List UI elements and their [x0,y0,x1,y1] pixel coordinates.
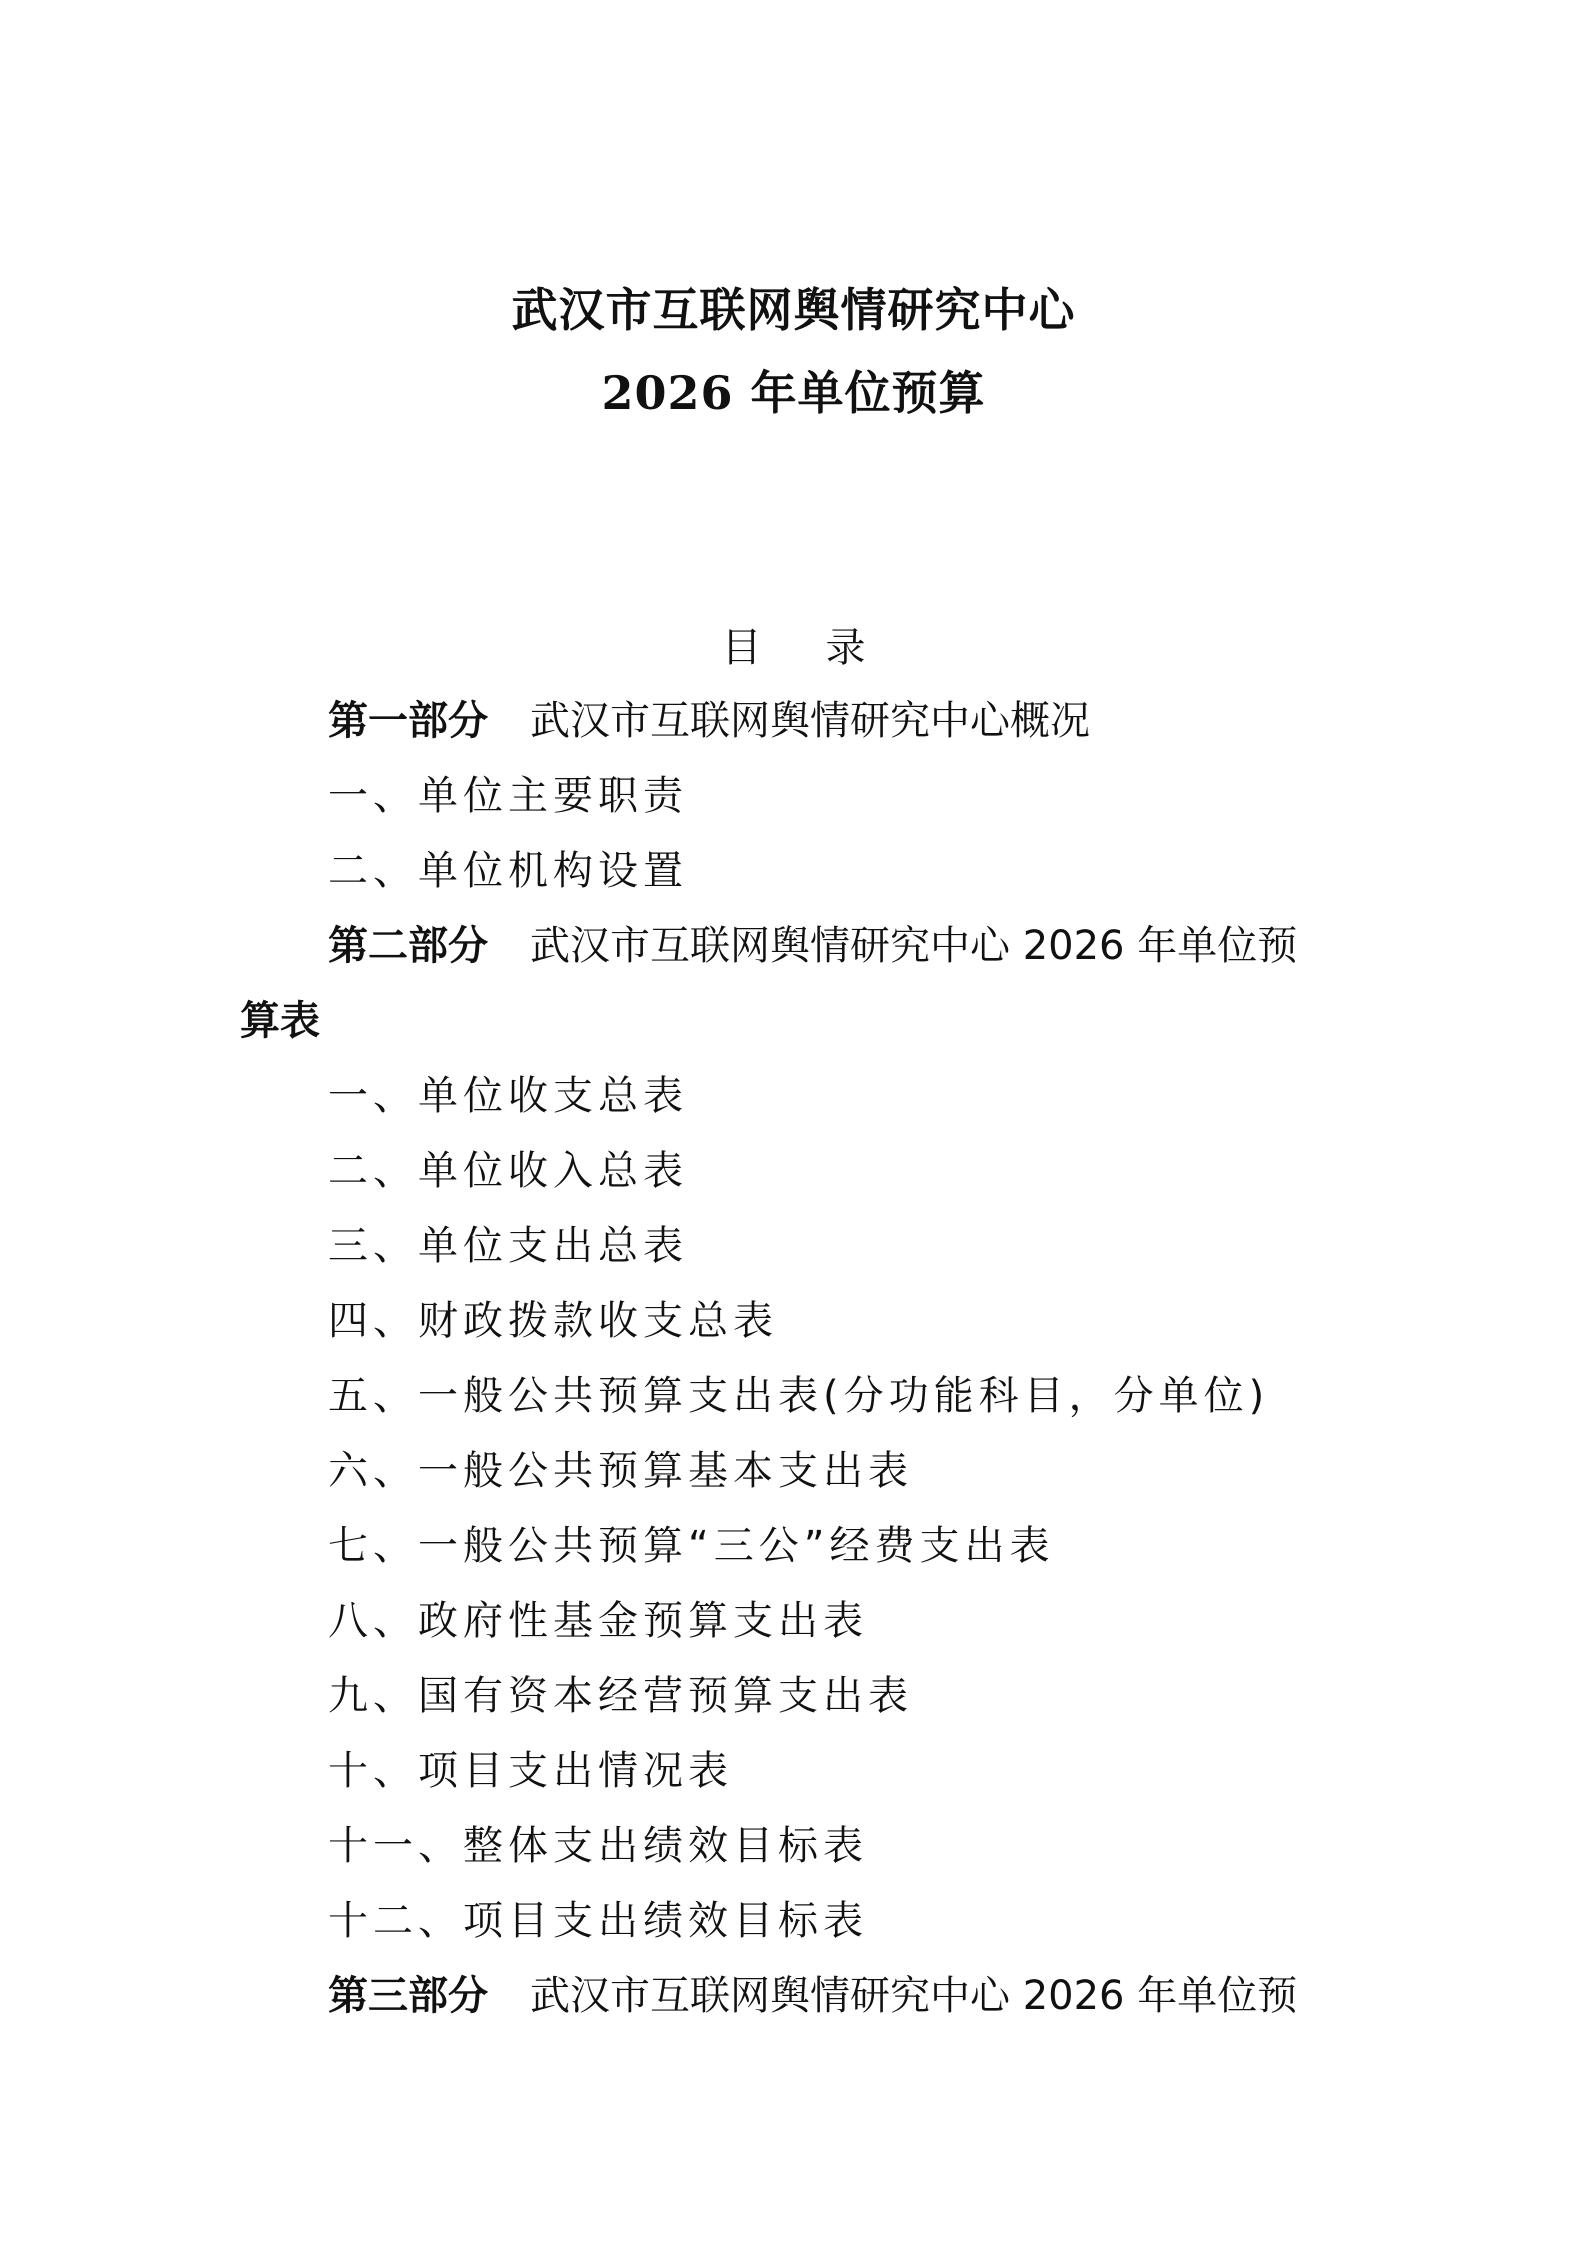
toc-heading-char1: 目 [721,625,762,671]
toc-item: 三、单位支出总表 [328,1223,688,1269]
toc-heading [0,620,1587,676]
toc-item: 一、单位收支总表 [328,1073,688,1119]
toc-item: 八、政府性基金预算支出表 [328,1598,868,1644]
toc-item: 五、一般公共预算支出表(分功能科目，分单位) [328,1373,1270,1419]
toc-part2-text: 武汉市互联网舆情研究中心 2026 年单位预 [530,923,1298,969]
toc-item: 七、一般公共预算“三公”经费支出表 [328,1523,1055,1569]
toc-part1 [328,693,1090,749]
toc-item: 十一、整体支出绩效目标表 [328,1823,868,1869]
toc-part3-text: 武汉市互联网舆情研究中心 2026 年单位预 [530,1973,1298,2019]
toc-part2-label: 第二部分 [328,923,488,969]
toc-part2 [328,918,1297,974]
toc-item: 九、国有资本经营预算支出表 [328,1673,913,1719]
toc-item: 四、财政拨款收支总表 [328,1298,778,1344]
document-title-line1: 武汉市互联网舆情研究中心 [511,283,1076,337]
toc-heading-char2: 录 [825,625,866,671]
toc-item: 一、单位主要职责 [328,773,688,819]
toc-item: 二、单位机构设置 [328,848,688,894]
toc-part3-label: 第三部分 [328,1973,488,2019]
toc-part2-continuation: 算表 [240,998,320,1044]
toc-part3 [328,1968,1297,2024]
toc-item: 十、项目支出情况表 [328,1748,733,1794]
toc-item: 十二、项目支出绩效目标表 [328,1898,868,1944]
toc-item: 六、一般公共预算基本支出表 [328,1448,913,1494]
toc-part1-text: 武汉市互联网舆情研究中心概况 [530,698,1090,744]
document-title-line2: 2026 年单位预算 [601,366,986,420]
toc-part1-label: 第一部分 [328,698,488,744]
toc-item: 二、单位收入总表 [328,1148,688,1194]
